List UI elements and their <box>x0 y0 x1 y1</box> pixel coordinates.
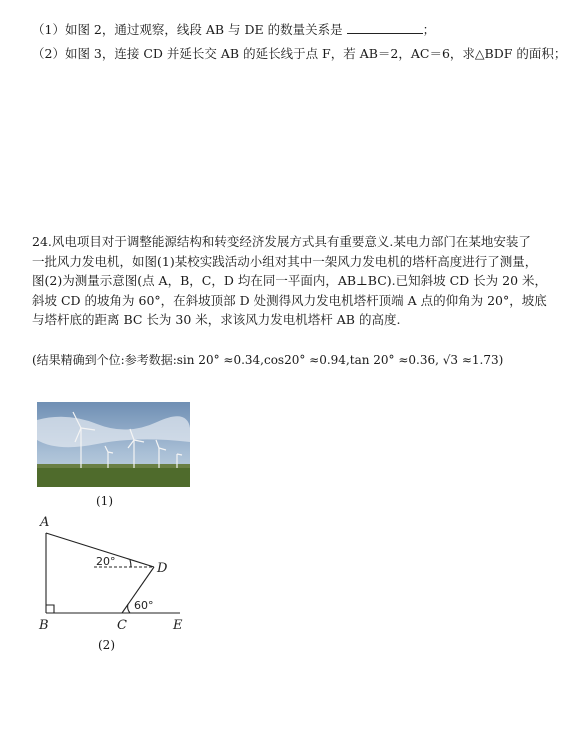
label-d: D <box>157 561 168 576</box>
question-part1 <box>32 22 435 38</box>
angle-arc-60 <box>128 604 130 613</box>
angle-label-60: 60° <box>134 599 154 612</box>
right-angle-mark <box>46 605 54 613</box>
label-b: B <box>39 618 49 633</box>
q24-line: 图(2)为测量示意图(点 A，B，C，D 均在同一平面内，AB⊥BC).已知斜坡 CD 长为 20 米， <box>32 273 548 288</box>
measurement-diagram <box>30 513 200 657</box>
angle-label-20: 20° <box>96 555 116 568</box>
question-24 <box>32 232 562 330</box>
label-e: E <box>173 618 183 633</box>
label-a: A <box>40 515 50 530</box>
label-c: C <box>117 618 127 633</box>
q24-line: 24.风电项目对于调整能源结构和转变经济发展方式具有重要意义.某电力部门在某地安装了 <box>32 234 531 249</box>
q24-line: 一批风力发电机，如图(1)某校实践活动小组对其中一架风力发电机的塔杆高度进行了测量， <box>32 253 538 269</box>
answer-blank[interactable] <box>347 22 423 34</box>
figure1-caption: (1) <box>96 494 113 508</box>
angle-arc-20 <box>130 560 131 567</box>
q24-line: 与塔杆底的距离 BC 长为 30 米，求该风力发电机塔杆 AB 的高度. <box>32 312 401 327</box>
figure2-caption: (2) <box>98 638 115 652</box>
wind-turbine-photo <box>37 402 190 487</box>
part1-text: （1）如图 2，通过观察，线段 AB 与 DE 的数量关系是 <box>32 22 343 37</box>
geometry-figure <box>30 513 200 653</box>
question-part2: （2）如图 3，连接 CD 并延长交 AB 的延长线于点 F，若 AB＝2，AC＝6，求△BDF 的面积； <box>32 46 567 61</box>
q24-line: 斜坡 CD 的坡角为 60°，在斜坡顶部 D 处测得风力发电机塔杆顶端 A 点的仰角为 20°，坡底 <box>32 292 547 308</box>
part1-end: ； <box>422 22 436 37</box>
wind-turbine-image <box>37 402 190 487</box>
reference-data: (结果精确到个位:参考数据:sin 20° ≈0.34,cos20° ≈0.94,tan 20° ≈0.36, √3 ≈1.73) <box>32 353 504 367</box>
